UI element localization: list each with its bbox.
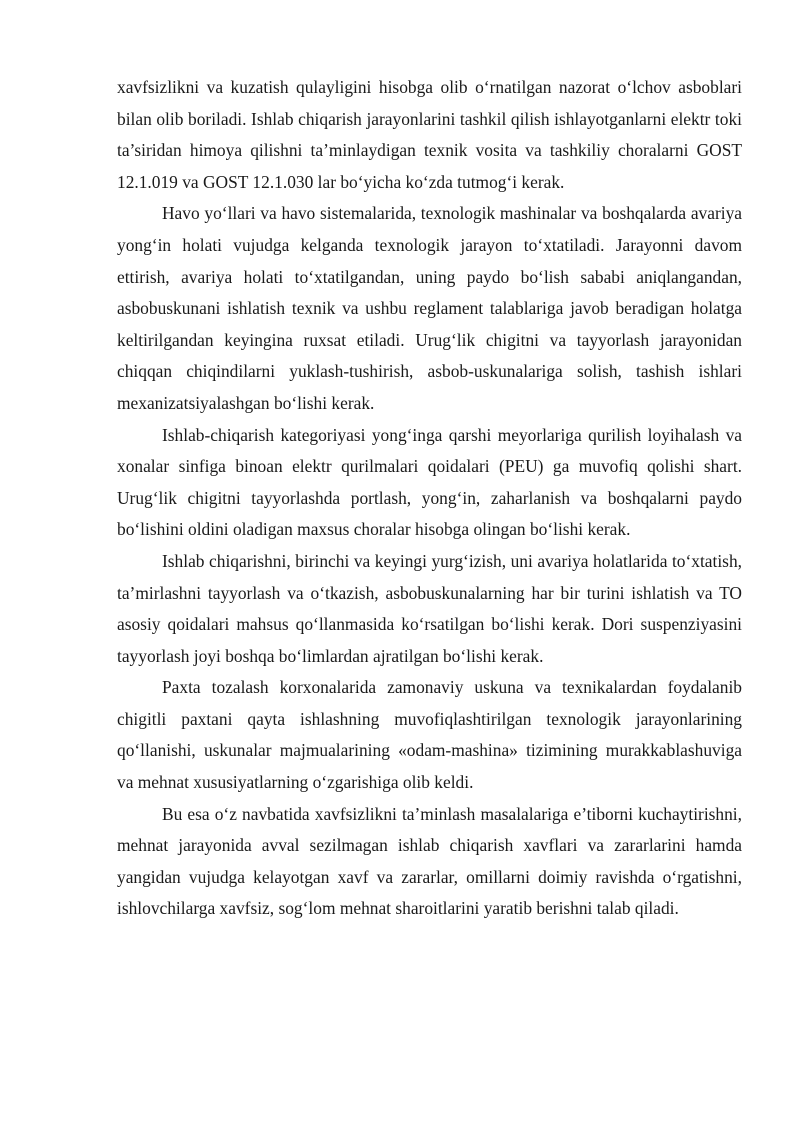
document-page [117,72,742,925]
paragraph-3: Ishlab-chiqarish kategoriyasi yong‘inga qarshi meyorlariga qurilish loyihalash va xonalar sinfiga binoan elektr qurilmalari qoidalari (PEU) ga muvofiq qolishi shart. Urug‘lik chigitni tayyorlashda portlash, yong‘in, zaharlanish va boshqalarni paydo bo‘lishini oldini oladigan maxsus choralar hisobga olingan bo‘lishi kerak. [117,424,742,540]
paragraph-4: Ishlab chiqarishni, birinchi va keyingi yurg‘izish, uni avariya holatlarida to‘xtatish, ta’mirlashni tayyorlash va o‘tkazish, asbobuskunalarning har bir turini ishlatish va TO asosiy qoidalari mahsus qo‘llanmasida ko‘rsatilgan bo‘lishi kerak. Dori suspenziyasini tayyorlash joyi boshqa bo‘limlardan ajratilgan bo‘lishi kerak. [117,550,742,666]
paragraph-2: Havo yo‘llari va havo sistemalarida, texnologik mashinalar va boshqalarda avariya yong‘in holati vujudga kelganda texnologik jarayon to‘xtatiladi. Jarayonni davom ettirish, avariya holati to‘xtatilgandan, uning paydo bo‘lish sababi aniqlangandan, asbobuskunani ishlatish texnik va ushbu reglament talablariga javob beradigan holatga keltirilgandan keyingina ruxsat etiladi. Urug‘lik chigitni va tayyorlash jarayonidan chiqqan chiqindilarni yuklash-tushirish, asbob-uskunalariga solish, tashish ishlari mexanizatsiyalashgan bo‘lishi kerak. [117,203,742,413]
paragraph-5: Paxta tozalash korxonalarida zamonaviy uskuna va texnikalardan foydalanib chigitli paxtani qayta ishlashning muvofiqlashtirilgan texnologik jarayonlarining qo‘llanishi, uskunalar majmualarining «odam-mashina» tizimining murakkablashuviga va mehnat xususiyatlarning o‘zgarishiga olib keldi. [117,677,742,793]
paragraph-1: xavfsizlikni va kuzatish qulayligini hisobga olib o‘rnatilgan nazorat o‘lchov asboblari bilan olib boriladi. Ishlab chiqarish jarayonlarini tashkil qilish ishlayotganlarni elektr toki ta’siridan himoya qilishni ta’minlaydigan texnik vosita va tashkiliy choralarni GOST 12.1.019 va GOST 12.1.030 lar bo‘yicha ko‘zda tutmog‘i kerak. [117,77,742,192]
paragraph-6: Bu esa o‘z navbatida xavfsizlikni ta’minlash masalalariga e’tiborni kuchaytirishni, mehnat jarayonida avval sezilmagan ishlab chiqarish xavflari va zararlarini hamda yangidan vujudga kelayotgan xavf va zararlar, omillarni doimiy ravishda o‘rgatishni, ishlovchilarga xavfsiz, sog‘lom mehnat sharoitlarini yaratib berishni talab qiladi. [117,803,742,919]
